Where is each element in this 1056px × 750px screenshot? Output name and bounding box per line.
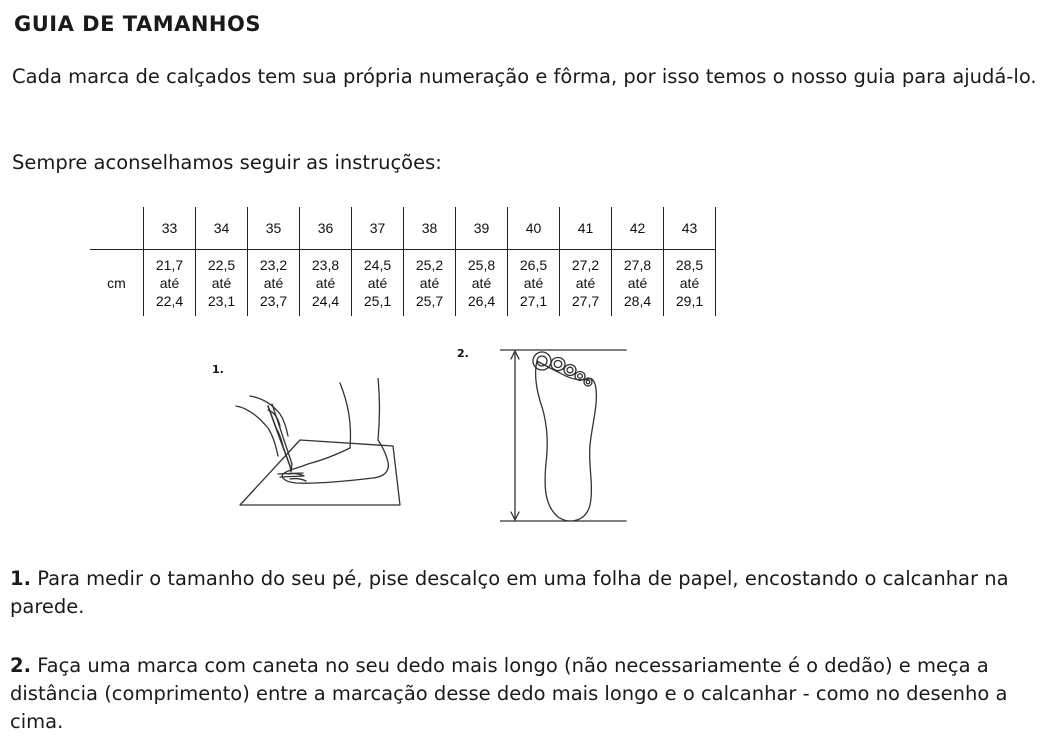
row-label-cm: cm <box>107 275 126 291</box>
cm-max: 22,4 <box>155 293 184 309</box>
big-toe <box>533 352 551 370</box>
advice-paragraph: Sempre aconselhamos seguir as instruções: <box>12 151 442 174</box>
cm-range-cell <box>560 250 612 317</box>
range-connector: até <box>627 275 648 291</box>
cm-min: 24,5 <box>363 257 392 273</box>
size-header: 42 <box>612 207 664 250</box>
cm-max: 26,4 <box>467 293 496 309</box>
cm-min: 27,8 <box>623 257 652 273</box>
cm-max: 25,1 <box>363 293 392 309</box>
step-1-number: 1. <box>10 567 31 590</box>
range-connector: até <box>315 275 336 291</box>
cm-range-cell <box>196 250 248 317</box>
range-connector: até <box>679 275 700 291</box>
size-header: 41 <box>560 207 612 250</box>
cm-min: 23,2 <box>259 257 288 273</box>
step-1-text: Para medir o tamanho do seu pé, pise descalço em uma folha de papel, encostando o calcanhar na parede. <box>10 567 1009 618</box>
cm-max: 23,1 <box>207 293 236 309</box>
cm-min: 23,8 <box>311 257 340 273</box>
page-title: GUIA DE TAMANHOS <box>14 12 261 36</box>
size-header: 38 <box>404 207 456 250</box>
step-2-number: 2. <box>10 654 31 677</box>
size-header-row <box>90 207 716 250</box>
cm-row <box>90 250 716 317</box>
cm-range-cell <box>664 250 716 317</box>
footprint-outline <box>536 361 597 521</box>
cm-range-cell <box>300 250 352 317</box>
cm-min: 25,2 <box>415 257 444 273</box>
size-header: 33 <box>144 207 196 250</box>
figure-2-label: 2. <box>457 347 469 360</box>
cm-min: 22,5 <box>207 257 236 273</box>
range-connector: até <box>419 275 440 291</box>
range-connector: até <box>471 275 492 291</box>
size-header: 43 <box>664 207 716 250</box>
cm-range-cell <box>508 250 560 317</box>
cm-min: 21,7 <box>155 257 184 273</box>
cm-max: 27,1 <box>519 293 548 309</box>
size-table <box>90 207 716 316</box>
figure-1-label: 1. <box>212 363 224 376</box>
cm-range-cell <box>144 250 196 317</box>
cm-max: 24,4 <box>311 293 340 309</box>
step-2 <box>10 652 1050 736</box>
cm-range-cell <box>612 250 664 317</box>
cm-range-cell <box>456 250 508 317</box>
cm-range-cell <box>248 250 300 317</box>
cm-range-cell <box>404 250 456 317</box>
size-header: 40 <box>508 207 560 250</box>
range-connector: até <box>523 275 544 291</box>
cm-min: 27,2 <box>571 257 600 273</box>
step-2-text: Faça uma marca com caneta no seu dedo mais longo (não necessariamente é o dedão) e meça a distância (comprimento) entre a marcação desse dedo mais longo e o calcanhar - como no desenho a cima. <box>10 654 1008 733</box>
foot-measurement-illustration <box>500 345 630 527</box>
foot-tracing-illustration <box>228 378 418 513</box>
toe-3 <box>564 365 576 376</box>
size-header: 35 <box>248 207 300 250</box>
range-connector: até <box>263 275 284 291</box>
table-corner <box>90 207 144 250</box>
size-header: 36 <box>300 207 352 250</box>
cm-max: 25,7 <box>415 293 444 309</box>
cm-range-cell <box>352 250 404 317</box>
cm-max: 27,7 <box>571 293 600 309</box>
size-header: 39 <box>456 207 508 250</box>
cm-min: 28,5 <box>675 257 704 273</box>
intro-paragraph: Cada marca de calçados tem sua própria numeração e fôrma, por isso temos o nosso guia para ajudá-lo. <box>12 65 1037 88</box>
range-connector: até <box>211 275 232 291</box>
range-connector: até <box>367 275 388 291</box>
range-connector: até <box>575 275 596 291</box>
cm-min: 26,5 <box>519 257 548 273</box>
cm-max: 23,7 <box>259 293 288 309</box>
toe-2 <box>551 358 565 371</box>
range-connector: até <box>159 275 180 291</box>
step-1 <box>10 565 1050 621</box>
size-header: 37 <box>352 207 404 250</box>
size-header: 34 <box>196 207 248 250</box>
cm-max: 29,1 <box>675 293 704 309</box>
cm-min: 25,8 <box>467 257 496 273</box>
cm-max: 28,4 <box>623 293 652 309</box>
